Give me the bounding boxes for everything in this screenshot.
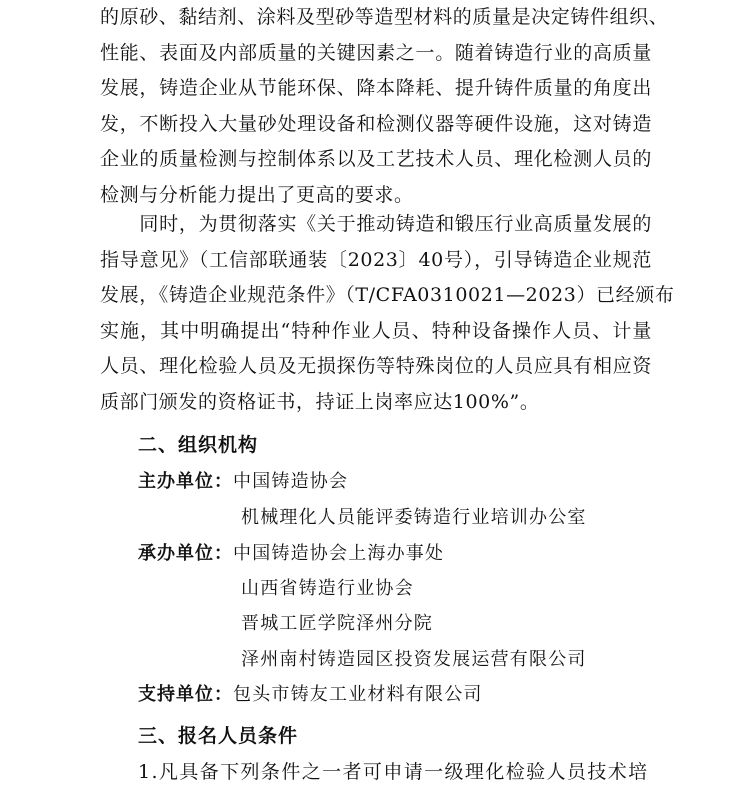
section-heading-eligibility: 三、报名人员条件 [138,725,299,747]
support-unit-value: 包头市铸友工业材料有限公司 [233,684,483,705]
support-unit-row [138,680,483,706]
paragraph-line: 性能、表面及内部质量的关键因素之一。随着铸造行业的高质量 [100,41,652,64]
host-unit-value: 中国铸造协会 [233,471,349,492]
paragraph-line: 指导意见》（工信部联通装〔2023〕40号），引导铸造企业规范 [100,248,652,271]
organizer-unit-label: 承办单位： [138,543,233,564]
section-heading-organization: 二、组织机构 [138,434,259,456]
paragraph-line: 人员、理化检验人员及无损探伤等特殊岗位的人员应具有相应资 [100,355,652,378]
organizer-unit-value: 中国铸造协会上海办事处 [233,543,445,564]
host-unit-row [138,467,348,493]
policy-paragraph [100,207,675,421]
host-unit-label: 主办单位： [138,471,233,492]
paragraph-line: 质部门颁发的资格证书，持证上岗率应达100%”。 [100,390,540,413]
paragraph-line: 实施，其中明确提出“特种作业人员、特种设备操作人员、计量 [100,319,652,342]
intro-paragraph [100,0,669,214]
host-unit-value: 机械理化人员能评委铸造行业培训办公室 [241,507,587,528]
organizer-unit-value: 晋城工匠学院泽州分院 [241,613,433,634]
paragraph-line: 发展，铸造企业从节能环保、降本降耗、提升铸件质量的角度出 [100,77,652,100]
paragraph-line: 企业的质量检测与控制体系以及工艺技术人员、理化检测人员的 [100,148,652,171]
paragraph-line: 同时，为贯彻落实《关于推动铸造和锻压行业高质量发展的 [100,213,652,235]
organizer-unit-value: 泽州南村铸造园区投资发展运营有限公司 [241,649,587,670]
paragraph-line: 的原砂、黏结剂、涂料及型砂等造型材料的质量是决定铸件组织、 [100,6,669,28]
paragraph-line: 发展，《铸造企业规范条件》（T/CFA0310021—2023）已经颁布 [100,284,675,307]
paragraph-line: 发，不断投入大量砂处理设备和检测仪器等硬件设施，这对铸造 [100,112,652,135]
paragraph-line: 检测与分析能力提出了更高的要求。 [100,183,414,206]
organizer-unit-row [138,539,444,565]
eligibility-item: 1.凡具备下列条件之一者可申请一级理化检验人员技术培 [138,761,649,783]
organizer-unit-value: 山西省铸造行业协会 [241,578,414,599]
support-unit-label: 支持单位： [138,684,233,705]
